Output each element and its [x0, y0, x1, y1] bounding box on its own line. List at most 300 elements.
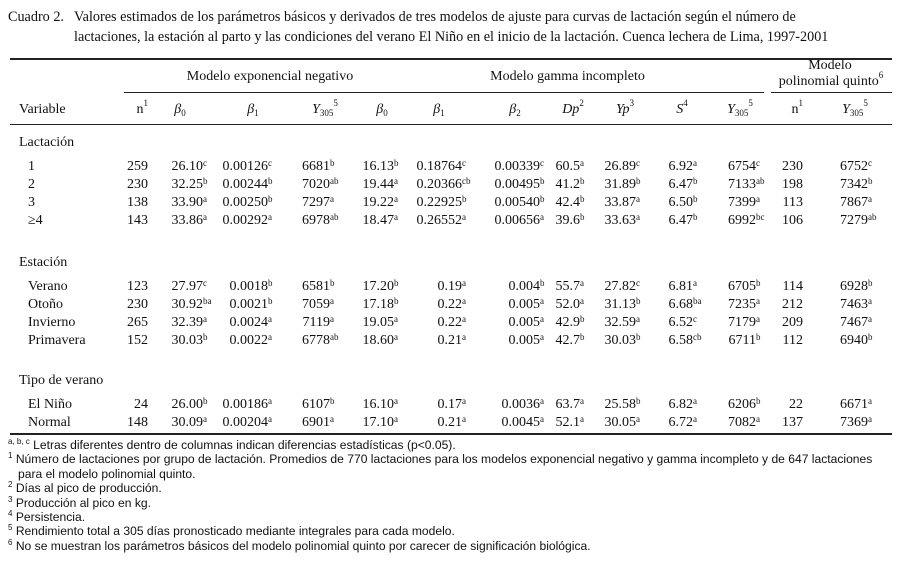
cell-value: 6.92	[668, 159, 693, 174]
cell-beta1-gamma: 0.26552 a	[416, 212, 466, 228]
cell-yp: 30.03 b	[604, 332, 641, 348]
header-bottom-rule	[10, 124, 892, 125]
cell-y305-poly: 6752 c	[840, 158, 872, 174]
cell-n-poly	[733, 177, 803, 193]
cell-s: 6.92 a	[668, 158, 697, 174]
cell-y305-gamma: 7399 a	[728, 194, 760, 210]
footnote-mark: 5	[8, 523, 13, 533]
cell-value: 7369	[840, 415, 868, 430]
cell-y305-exp: 6901 a	[302, 414, 334, 430]
table-bottom-rule	[10, 433, 892, 435]
cell-n-poly	[733, 213, 803, 229]
cell-value: 0.0036	[501, 397, 540, 412]
cell-value: 6711	[728, 333, 756, 348]
cell-y305-gamma: 7179 a	[728, 314, 760, 330]
cell-value: 259	[127, 159, 148, 174]
cell-beta0-gamma: 19.22 a	[362, 194, 398, 210]
column-header-beta1-gamma: $\beta_1$	[433, 102, 445, 118]
cell-beta0-exp: 32.25 b	[171, 176, 208, 192]
footnote-mark: 2	[8, 480, 13, 490]
cell-beta1-gamma: 0.21 a	[437, 332, 466, 348]
column-header-beta1-exp: $\beta_1$	[247, 102, 259, 118]
cell-beta0-exp: 33.90 a	[171, 194, 207, 210]
cell-value: 0.17	[437, 397, 462, 412]
cell-yp: 31.89 b	[604, 176, 641, 192]
cell-value: 209	[782, 315, 803, 330]
cell-value: 41.2	[555, 177, 580, 192]
cell-value: 7867	[840, 195, 868, 210]
cell-dp: 41.2 b	[555, 176, 585, 192]
cell-y305-exp: 6778 ab	[302, 332, 339, 348]
cell-value: 31.13	[604, 297, 636, 312]
footnote-text: Días al pico de producción.	[15, 481, 162, 496]
column-header-beta0-exp: $\beta_0$	[174, 102, 186, 118]
cell-value: 0.005	[508, 315, 540, 330]
group-header-polynomial-2: polinomial quinto$^6$	[778, 70, 884, 89]
cell-beta2-gamma: 0.00540 b	[494, 194, 545, 210]
row-label: Invierno	[28, 315, 76, 330]
cell-value: 0.00204	[222, 415, 268, 430]
cell-y305-gamma: 7235 a	[728, 296, 760, 312]
cell-value: 0.00186	[222, 397, 268, 412]
cell-value: 19.05	[362, 315, 394, 330]
cell-beta1-exp: 0.0024 a	[229, 314, 272, 330]
cell-value: 6705	[728, 279, 756, 294]
cell-beta2-gamma: 0.0036 a	[501, 396, 544, 412]
cell-value: 7235	[728, 297, 756, 312]
footnote-text: Número de lactaciones por grupo de lactación. Promedios de 770 lactaciones para los modelos exponencial negativo y gamma incompleto y de 647 lactaciones	[15, 452, 873, 467]
cell-yp: 33.63 a	[604, 212, 640, 228]
cell-s: 6.82 a	[668, 396, 697, 412]
cell-value: 114	[782, 279, 803, 294]
cell-value: 55.7	[555, 279, 580, 294]
cell-value: 6.82	[668, 397, 693, 412]
cell-beta0-gamma: 19.44 a	[362, 176, 398, 192]
cell-beta1-exp: 0.0022 a	[229, 332, 272, 348]
column-header-y305-exp: $Y_{305}^5$	[312, 98, 338, 118]
cell-value: 31.89	[604, 177, 636, 192]
footnote-mark: a, b, c	[8, 437, 30, 446]
cell-value: 18.60	[362, 333, 394, 348]
column-header-s: $S^4$	[676, 98, 688, 117]
cell-y305-exp: 6681 b	[302, 158, 335, 174]
cell-y305-exp: 7059 a	[302, 296, 334, 312]
cell-value: 0.00292	[222, 213, 268, 228]
cell-beta1-exp: 0.00292 a	[222, 212, 272, 228]
cell-value: 230	[127, 297, 148, 312]
cell-value: 7297	[302, 195, 330, 210]
section-title: Lactación	[19, 135, 75, 150]
cell-value: 6206	[728, 397, 756, 412]
cell-value: 17.10	[362, 415, 394, 430]
cell-value: 6.50	[668, 195, 693, 210]
column-header-yp: Yp$^3$	[615, 98, 634, 117]
column-header-beta2-gamma: $\beta_2$	[509, 102, 521, 118]
cell-dp: 42.4 b	[555, 194, 585, 210]
cell-value: 0.26552	[416, 213, 462, 228]
cell-value: 32.39	[171, 315, 203, 330]
group-header-gamma: Modelo gamma incompleto	[490, 69, 645, 84]
row-label: ≥4	[28, 213, 43, 228]
cell-y305-poly: 7463 a	[840, 296, 872, 312]
footnote	[8, 524, 872, 538]
group-rule-gamma	[374, 92, 764, 93]
cell-value: 7119	[302, 315, 330, 330]
cell-value: 6681	[302, 159, 330, 174]
cell-beta0-exp: 33.86 a	[171, 212, 207, 228]
footnote-mark: 3	[8, 494, 13, 504]
cell-y305-gamma: 6754 c	[728, 158, 760, 174]
row-label: 2	[28, 177, 35, 192]
column-header-y305-poly: $Y_{305}^5$	[842, 98, 868, 118]
footnote-text: Persistencia.	[15, 510, 86, 525]
caption-line-1: Valores estimados de los parámetros básicos y derivados de tres modelos de ajuste para curvas de lactación según el número de	[74, 9, 796, 25]
cell-value: 106	[782, 213, 803, 228]
footnote	[8, 452, 872, 466]
group-header-exponential: Modelo exponencial negativo	[186, 69, 354, 84]
cell-value: 0.00244	[222, 177, 268, 192]
cell-value: 265	[127, 315, 148, 330]
cell-beta0-gamma: 17.18 b	[362, 296, 399, 312]
cell-n-poly	[733, 159, 803, 175]
cell-value: 7082	[728, 415, 756, 430]
cell-yp: 33.87 a	[604, 194, 640, 210]
cell-value: 19.22	[362, 195, 394, 210]
cell-value: 6107	[302, 397, 330, 412]
cell-value: 52.1	[555, 415, 580, 430]
cell-value: 7133	[728, 177, 756, 192]
column-header-n-poly: $n^1$	[791, 98, 803, 117]
cell-value: 0.004	[508, 279, 540, 294]
cell-n-poly	[733, 315, 803, 331]
cell-value: 6978	[302, 213, 330, 228]
cell-n-poly	[733, 279, 803, 295]
cell-value: 6.58	[668, 333, 693, 348]
cell-beta1-gamma: 0.20366 cb	[416, 176, 471, 192]
cell-yp: 25.58 b	[604, 396, 641, 412]
cell-value: 6901	[302, 415, 330, 430]
cell-beta2-gamma: 0.005 a	[508, 314, 544, 330]
row-label: Primavera	[28, 333, 86, 348]
cell-value: 7342	[840, 177, 868, 192]
cell-value: 16.13	[362, 159, 394, 174]
cell-beta0-exp: 30.92 ba	[171, 296, 212, 312]
column-header-n: $n^1$	[136, 98, 148, 117]
cell-s: 6.58 cb	[668, 332, 702, 348]
cell-value: 123	[127, 279, 148, 294]
cell-value: 30.03	[604, 333, 636, 348]
cell-y305-poly: 6671 a	[840, 396, 872, 412]
cell-value: 0.18764	[416, 159, 462, 174]
cell-value: 33.86	[171, 213, 203, 228]
footnote	[8, 438, 872, 452]
cell-value: 0.00126	[222, 159, 268, 174]
cell-dp: 42.9 b	[555, 314, 585, 330]
cell-value: 24	[134, 397, 148, 412]
cell-y305-exp: 6978 ab	[302, 212, 339, 228]
cell-value: 0.21	[437, 333, 462, 348]
cell-dp: 55.7 a	[555, 278, 584, 294]
cell-value: 230	[127, 177, 148, 192]
cell-beta1-gamma: 0.18764 c	[416, 158, 466, 174]
cell-beta0-exp: 26.00 b	[171, 396, 208, 412]
cell-value: 32.59	[604, 315, 636, 330]
column-header-y305-gamma: $Y_{305}^5$	[727, 98, 753, 118]
cell-beta1-gamma: 0.22 a	[437, 314, 466, 330]
cell-value: 0.005	[508, 333, 540, 348]
cell-y305-poly: 6928 b	[840, 278, 873, 294]
cell-s: 6.47 b	[668, 212, 698, 228]
caption-line-2: lactaciones, la estación al parto y las condiciones del verano El Niño en el inicio de la lactación. Cuenca lechera de Lima, 1997-2001	[74, 29, 829, 45]
cell-value: 26.89	[604, 159, 636, 174]
cell-s: 6.81 a	[668, 278, 697, 294]
cell-dp: 52.1 a	[555, 414, 584, 430]
cell-value: 0.00540	[494, 195, 540, 210]
cell-value: 6.68	[668, 297, 693, 312]
cell-beta2-gamma: 0.005 a	[508, 296, 544, 312]
column-header-dp: Dp$^2$	[562, 98, 584, 117]
cell-value: 0.0018	[229, 279, 268, 294]
cell-y305-gamma: 7133 ab	[728, 176, 765, 192]
cell-value: 7463	[840, 297, 868, 312]
cell-n-poly	[733, 397, 803, 413]
cell-value: 19.44	[362, 177, 394, 192]
cell-value: 0.20366	[416, 177, 462, 192]
column-header-beta0-gamma: $\beta_0$	[376, 102, 388, 118]
cell-value: 6.52	[668, 315, 693, 330]
cell-y305-gamma: 6711 b	[728, 332, 761, 348]
cell-s: 6.47 b	[668, 176, 698, 192]
cell-value: 212	[782, 297, 803, 312]
cell-s: 6.68 ba	[668, 296, 702, 312]
cell-value: 113	[782, 195, 803, 210]
cell-value: 112	[782, 333, 803, 348]
cell-y305-exp: 6107 b	[302, 396, 335, 412]
footnote-text: Letras diferentes dentro de columnas indican diferencias estadísticas (p<0.05).	[33, 438, 456, 452]
cell-beta0-gamma: 16.13 b	[362, 158, 399, 174]
footnote-mark: 1	[8, 451, 13, 461]
cell-beta1-gamma: 0.19 a	[437, 278, 466, 294]
cell-dp: 52.0 a	[555, 296, 584, 312]
cell-value: 0.22	[437, 315, 462, 330]
cell-value: 0.22	[437, 297, 462, 312]
cell-s: 6.72 a	[668, 414, 697, 430]
table-caption	[8, 7, 893, 47]
cell-beta0-exp: 26.10 c	[171, 158, 207, 174]
cell-value: 17.18	[362, 297, 394, 312]
cell-value: 33.90	[171, 195, 203, 210]
cell-y305-gamma: 7082 a	[728, 414, 760, 430]
cell-value: 0.19	[437, 279, 462, 294]
footnote	[8, 510, 872, 524]
cell-y305-poly: 7279 ab	[840, 212, 877, 228]
cell-n-poly	[733, 297, 803, 313]
cell-y305-exp: 7020 ab	[302, 176, 339, 192]
cell-value: 0.0024	[229, 315, 268, 330]
caption-number: Cuadro 2.	[8, 9, 64, 25]
cell-value: 25.58	[604, 397, 636, 412]
cell-y305-poly: 6940 b	[840, 332, 873, 348]
cell-value: 6671	[840, 397, 868, 412]
cell-value: 7467	[840, 315, 868, 330]
cell-value: 0.00495	[494, 177, 540, 192]
cell-value: 27.82	[604, 279, 636, 294]
cell-beta1-gamma: 0.17 a	[437, 396, 466, 412]
cell-n-poly	[733, 333, 803, 349]
cell-value: 138	[127, 195, 148, 210]
cell-yp: 26.89 c	[604, 158, 640, 174]
footnote-text: para el modelo polinomial quinto.	[18, 466, 196, 481]
cell-beta1-exp: 0.00204 a	[222, 414, 272, 430]
cell-beta0-exp: 32.39 a	[171, 314, 207, 330]
cell-y305-gamma: 6992 bc	[728, 212, 765, 228]
footnote-text: Rendimiento total a 305 días pronosticado mediante integrales para cada modelo.	[15, 524, 455, 539]
cell-value: 137	[782, 415, 803, 430]
cell-value: 6754	[728, 159, 756, 174]
cell-beta0-gamma: 18.47 a	[362, 212, 398, 228]
cell-value: 42.7	[555, 333, 580, 348]
footnote-text: No se muestran los parámetros básicos del modelo polinomial quinto por carecer de significación biológica.	[15, 538, 591, 553]
cell-value: 6778	[302, 333, 330, 348]
cell-value: 42.4	[555, 195, 580, 210]
cell-yp: 27.82 c	[604, 278, 640, 294]
cell-beta0-gamma: 17.20 b	[362, 278, 399, 294]
cell-value: 198	[782, 177, 803, 192]
group-header-polynomial-1: Modelo	[808, 58, 852, 73]
cell-beta0-gamma: 17.10 a	[362, 414, 398, 430]
row-label: 1	[28, 159, 35, 174]
cell-value: 30.05	[604, 415, 636, 430]
cell-value: 33.63	[604, 213, 636, 228]
cell-beta1-exp: 0.00126 c	[222, 158, 272, 174]
cell-value: 0.0021	[229, 297, 268, 312]
cell-value: 17.20	[362, 279, 394, 294]
cell-value: 7399	[728, 195, 756, 210]
cell-value: 0.00339	[494, 159, 540, 174]
cell-value: 0.0022	[229, 333, 268, 348]
cell-y305-poly: 7467 a	[840, 314, 872, 330]
cell-beta1-exp: 0.00186 a	[222, 396, 272, 412]
cell-y305-poly: 7369 a	[840, 414, 872, 430]
footnote	[8, 496, 872, 510]
cell-beta0-gamma: 16.10 a	[362, 396, 398, 412]
cell-beta2-gamma: 0.004 b	[508, 278, 545, 294]
footnote	[8, 539, 872, 553]
row-label: El Niño	[28, 397, 72, 412]
cell-value: 0.00656	[494, 213, 540, 228]
cell-n-poly	[733, 195, 803, 211]
cell-beta2-gamma: 0.00495 b	[494, 176, 545, 192]
cell-beta1-gamma: 0.22 a	[437, 296, 466, 312]
cell-beta0-exp: 27.97 c	[171, 278, 207, 294]
cell-value: 6.72	[668, 415, 693, 430]
cell-beta2-gamma: 0.00656 a	[494, 212, 544, 228]
cell-value: 0.21	[437, 415, 462, 430]
cell-y305-gamma: 6206 b	[728, 396, 761, 412]
cell-value: 30.92	[171, 297, 203, 312]
cell-value: 0.00250	[222, 195, 268, 210]
cell-value: 22	[789, 397, 803, 412]
cell-s: 6.52 c	[668, 314, 697, 330]
cell-beta1-exp: 0.0018 b	[229, 278, 273, 294]
footnote-mark: 6	[8, 537, 13, 547]
row-label: Verano	[28, 279, 68, 294]
section-title: Estación	[19, 255, 68, 270]
cell-value: 27.97	[171, 279, 203, 294]
cell-y305-poly: 7867 a	[840, 194, 872, 210]
cell-y305-gamma: 6705 b	[728, 278, 761, 294]
group-rule-exponential	[124, 92, 374, 93]
cell-value: 7279	[840, 213, 868, 228]
table-top-rule	[10, 58, 892, 60]
footnotes	[8, 438, 872, 553]
cell-y305-exp: 7297 a	[302, 194, 334, 210]
cell-yp: 32.59 a	[604, 314, 640, 330]
cell-value: 0.005	[508, 297, 540, 312]
cell-value: 230	[782, 159, 803, 174]
cell-value: 6581	[302, 279, 330, 294]
footnote-mark: 4	[8, 509, 13, 519]
cell-dp: 39.6 b	[555, 212, 585, 228]
cell-yp: 31.13 b	[604, 296, 641, 312]
cell-value: 63.7	[555, 397, 580, 412]
cell-value: 16.10	[362, 397, 394, 412]
cell-value: 148	[127, 415, 148, 430]
cell-value: 42.9	[555, 315, 580, 330]
cell-value: 6940	[840, 333, 868, 348]
cell-value: 6.47	[668, 213, 693, 228]
cell-value: 32.25	[171, 177, 203, 192]
cell-dp: 60.5 a	[555, 158, 584, 174]
cell-beta1-exp: 0.00250 b	[222, 194, 273, 210]
section-title: Tipo de verano	[19, 373, 104, 388]
cell-y305-poly: 7342 b	[840, 176, 873, 192]
cell-value: 152	[127, 333, 148, 348]
cell-value: 6.47	[668, 177, 693, 192]
cell-value: 30.03	[171, 333, 203, 348]
cell-value: 7059	[302, 297, 330, 312]
cell-y305-exp: 7119 a	[302, 314, 334, 330]
cell-beta1-gamma: 0.21 a	[437, 414, 466, 430]
column-header-variable: Variable	[19, 102, 66, 117]
cell-beta2-gamma: 0.00339 c	[494, 158, 544, 174]
cell-value: 26.00	[171, 397, 203, 412]
row-label: 3	[28, 195, 35, 210]
cell-value: 6752	[840, 159, 868, 174]
cell-beta0-exp: 30.03 b	[171, 332, 208, 348]
cell-beta1-exp: 0.0021 b	[229, 296, 273, 312]
cell-dp: 42.7 b	[555, 332, 585, 348]
cell-n-poly	[733, 415, 803, 431]
footnote-text: Producción al pico en kg.	[15, 495, 151, 510]
footnote	[8, 467, 872, 481]
row-label: Otoño	[28, 297, 63, 312]
cell-yp: 30.05 a	[604, 414, 640, 430]
cell-value: 33.87	[604, 195, 636, 210]
cell-value: 6992	[728, 213, 756, 228]
cell-value: 0.0045	[501, 415, 540, 430]
cell-value: 7179	[728, 315, 756, 330]
cell-beta2-gamma: 0.005 a	[508, 332, 544, 348]
cell-y305-exp: 6581 b	[302, 278, 335, 294]
footnote	[8, 481, 872, 495]
cell-beta0-gamma: 18.60 a	[362, 332, 398, 348]
cell-value: 52.0	[555, 297, 580, 312]
cell-beta1-gamma: 0.22925 b	[416, 194, 467, 210]
cell-value: 26.10	[171, 159, 203, 174]
cell-value: 6928	[840, 279, 868, 294]
cell-value: 39.6	[555, 213, 580, 228]
